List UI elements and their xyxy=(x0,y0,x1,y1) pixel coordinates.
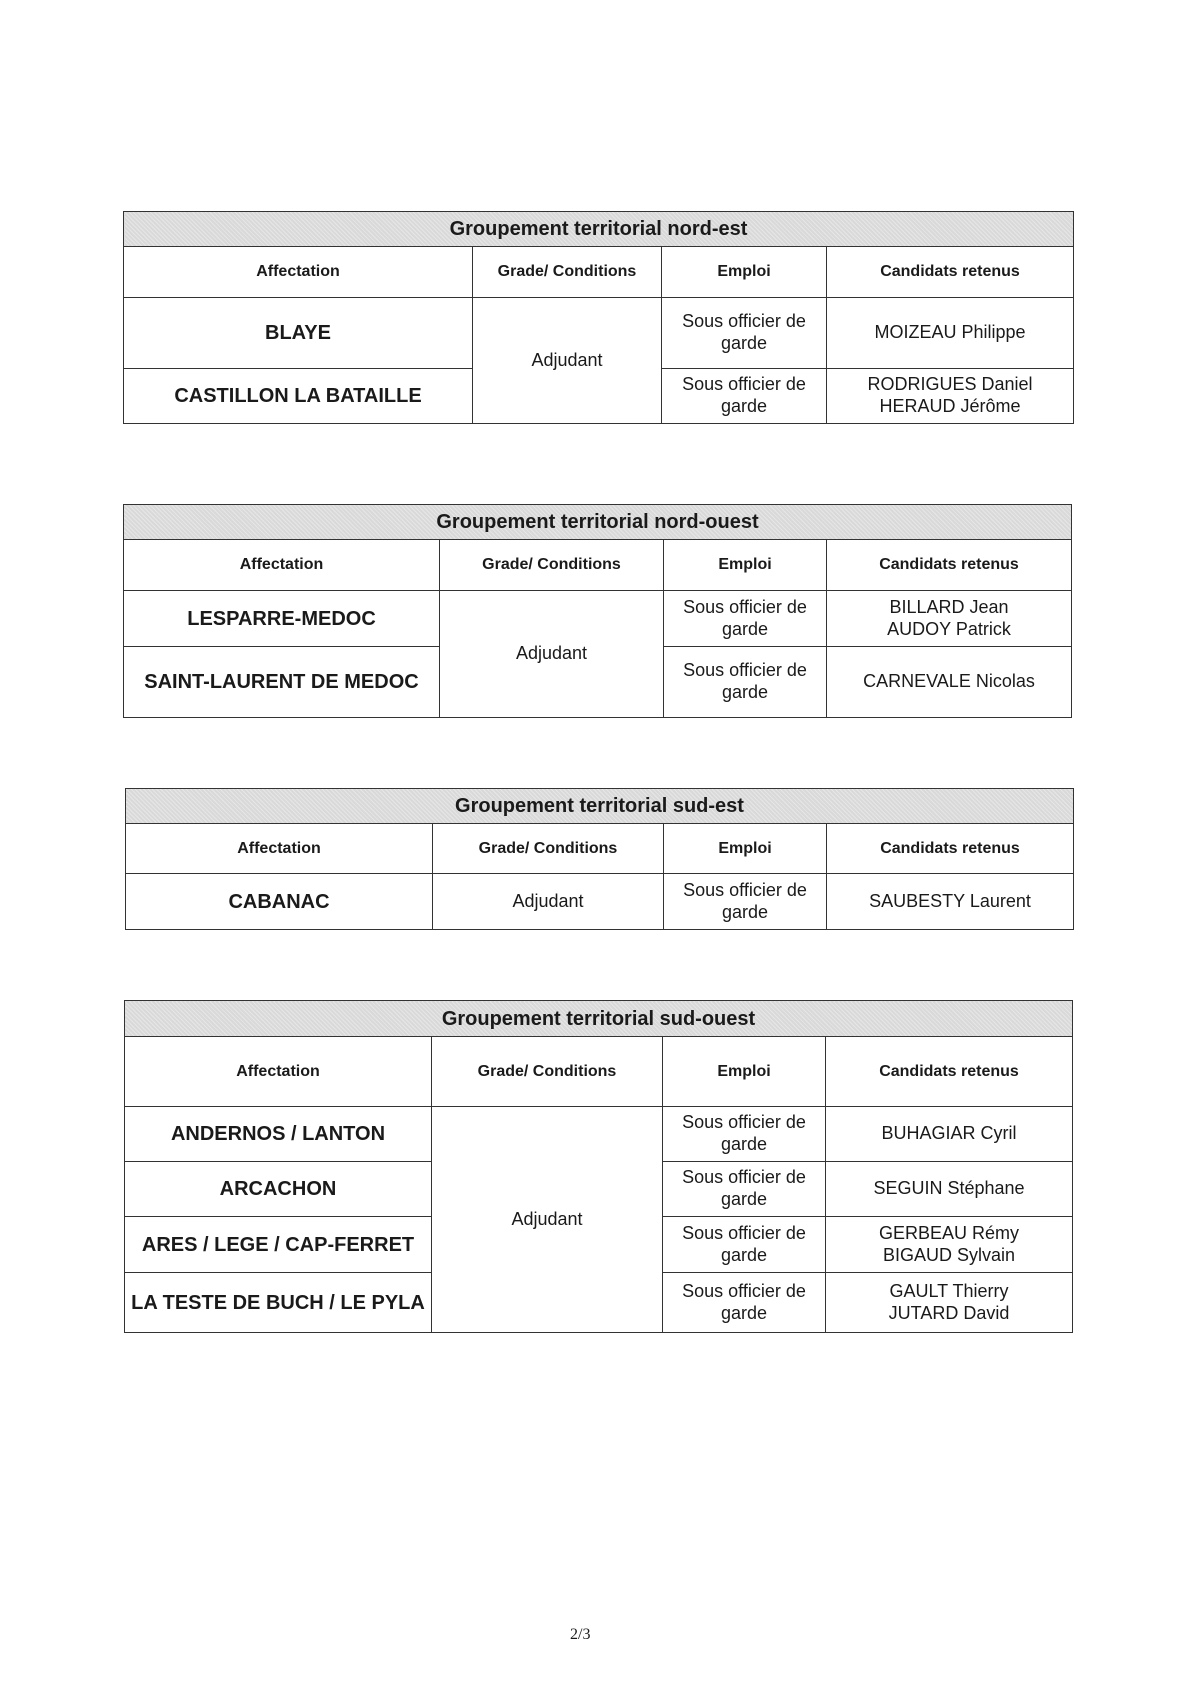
candidate-name: BIGAUD Sylvain xyxy=(882,1244,1016,1265)
column-header-candidats-retenus: Candidats retenus xyxy=(827,540,1072,591)
column-header-emploi: Emploi xyxy=(664,540,827,591)
emploi-cell: Sous officier de garde xyxy=(664,647,827,718)
candidate-name: MOIZEAU Philippe xyxy=(874,322,1026,343)
candidate-name: AUDOY Patrick xyxy=(887,618,1011,639)
table-row xyxy=(124,591,1072,647)
column-header-candidats-retenus: Candidats retenus xyxy=(826,1037,1073,1107)
group-title: Groupement territorial nord-est xyxy=(124,212,1074,247)
affectation-cell: ANDERNOS / LANTON xyxy=(125,1107,432,1162)
affectation-cell: SAINT-LAURENT DE MEDOC xyxy=(124,647,440,718)
page-number: 2/3 xyxy=(570,1626,591,1643)
grade-cell: Adjudant xyxy=(440,591,664,718)
candidats-cell xyxy=(827,369,1074,424)
emploi-cell: Sous officier de garde xyxy=(662,369,827,424)
candidate-name: CARNEVALE Nicolas xyxy=(863,671,1035,692)
candidate-name: RODRIGUES Daniel xyxy=(867,374,1033,395)
grade-cell: Adjudant xyxy=(432,1107,663,1333)
affectation-cell: LA TESTE DE BUCH / LE PYLA xyxy=(125,1273,432,1333)
candidate-name: HERAUD Jérôme xyxy=(879,396,1021,416)
column-header-affectation: Affectation xyxy=(124,247,473,298)
column-header-affectation: Affectation xyxy=(125,1037,432,1107)
candidats-cell xyxy=(826,1162,1073,1217)
table-row xyxy=(126,874,1074,930)
column-header-grade-conditions: Grade/ Conditions xyxy=(473,247,662,298)
table-row xyxy=(125,1107,1073,1162)
group-table xyxy=(123,211,1074,424)
affectation-cell: ARES / LEGE / CAP-FERRET xyxy=(125,1217,432,1273)
column-header-grade-conditions: Grade/ Conditions xyxy=(440,540,664,591)
affectation-cell: ARCACHON xyxy=(125,1162,432,1217)
group-title: Groupement territorial sud-ouest xyxy=(125,1001,1073,1037)
emploi-cell: Sous officier de garde xyxy=(663,1217,826,1273)
candidate-name: SAUBESTY Laurent xyxy=(869,890,1031,911)
candidats-cell xyxy=(826,1217,1073,1273)
table-row xyxy=(124,298,1074,369)
column-header-candidats-retenus: Candidats retenus xyxy=(827,247,1074,298)
column-header-grade-conditions: Grade/ Conditions xyxy=(432,1037,663,1107)
candidats-cell xyxy=(827,591,1072,647)
candidate-name: GERBEAU Rémy xyxy=(878,1222,1020,1243)
candidats-cell xyxy=(826,1273,1073,1333)
candidats-cell xyxy=(827,298,1074,369)
column-header-candidats-retenus: Candidats retenus xyxy=(827,824,1074,874)
candidats-cell xyxy=(826,1107,1073,1162)
candidate-name: JUTARD David xyxy=(888,1302,1010,1323)
emploi-cell: Sous officier de garde xyxy=(663,1273,826,1333)
grade-cell: Adjudant xyxy=(433,874,664,930)
group-title: Groupement territorial nord-ouest xyxy=(124,505,1072,540)
candidate-name: GAULT Thierry xyxy=(889,1280,1009,1301)
affectation-cell: BLAYE xyxy=(124,298,473,369)
group-table xyxy=(123,504,1072,718)
column-header-affectation: Affectation xyxy=(126,824,433,874)
grade-cell: Adjudant xyxy=(473,298,662,424)
column-header-emploi: Emploi xyxy=(664,824,827,874)
candidats-cell xyxy=(827,874,1074,930)
column-header-emploi: Emploi xyxy=(662,247,827,298)
affectation-cell: LESPARRE-MEDOC xyxy=(124,591,440,647)
group-table xyxy=(124,1000,1073,1333)
candidate-name: SEGUIN Stéphane xyxy=(873,1178,1025,1199)
candidate-name: BILLARD Jean xyxy=(889,596,1009,617)
group-table xyxy=(125,788,1074,930)
candidats-cell xyxy=(827,647,1072,718)
group-title: Groupement territorial sud-est xyxy=(126,789,1074,824)
emploi-cell: Sous officier de garde xyxy=(664,874,827,930)
column-header-grade-conditions: Grade/ Conditions xyxy=(433,824,664,874)
emploi-cell: Sous officier de garde xyxy=(663,1107,826,1162)
emploi-cell: Sous officier de garde xyxy=(664,591,827,647)
emploi-cell: Sous officier de garde xyxy=(663,1162,826,1217)
candidate-name: BUHAGIAR Cyril xyxy=(881,1123,1017,1144)
affectation-cell: CASTILLON LA BATAILLE xyxy=(124,369,473,424)
column-header-affectation: Affectation xyxy=(124,540,440,591)
emploi-cell: Sous officier de garde xyxy=(662,298,827,369)
column-header-emploi: Emploi xyxy=(663,1037,826,1107)
affectation-cell: CABANAC xyxy=(126,874,433,930)
